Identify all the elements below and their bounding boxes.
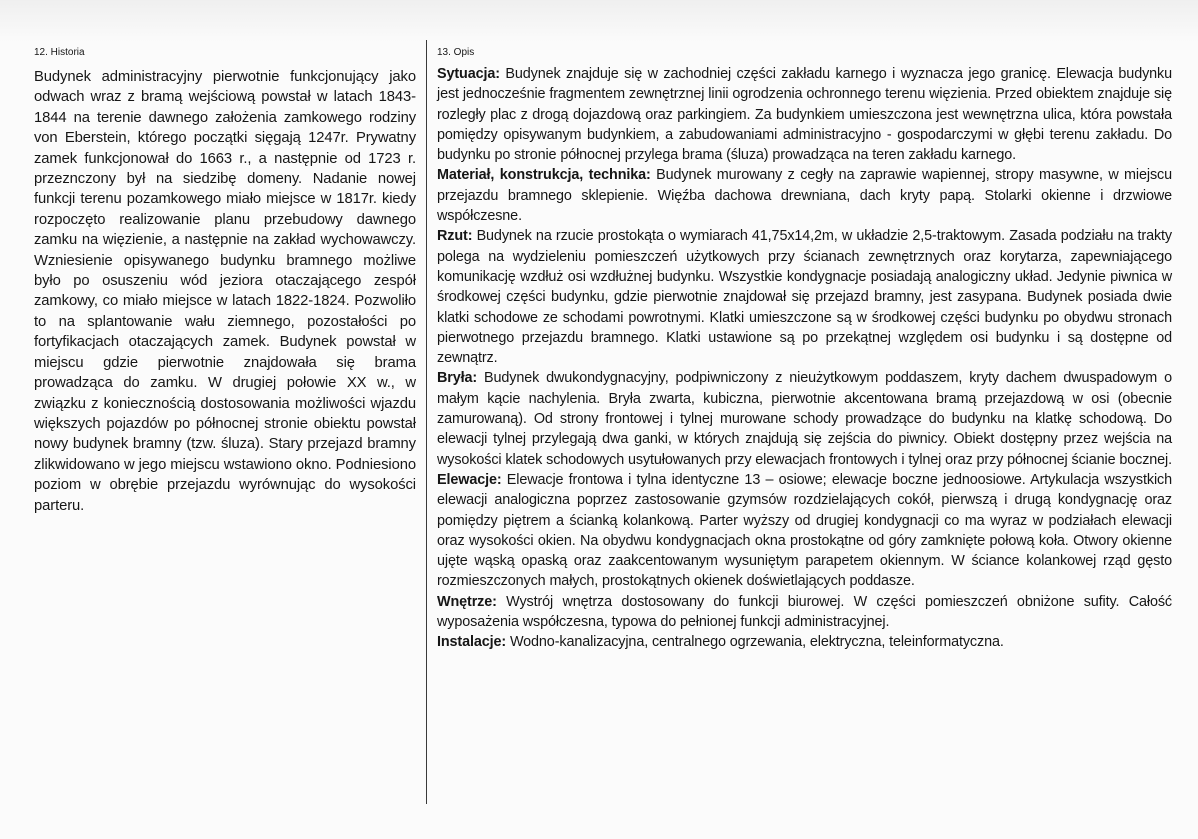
section-text: Wystrój wnętrza dostosowany do funkcji biurowej. W części pomieszczeń obniżone sufity. Całość wyposażenia współczesna, typowa do pełnionej funkcji administracyjnej. [437,593,1172,631]
description-column [437,46,1172,653]
section-label: Materiał, konstrukcja, technika: [437,167,651,184]
section-instalacje [437,632,1172,652]
section-text: Wodno-kanalizacyjna, centralnego ogrzewania, elektryczna, teleinformatyczna. [506,634,1004,651]
column-divider [426,40,427,804]
section-label: Rzut: [437,228,473,245]
section-text: Budynek znajduje się w zachodniej części zakładu karnego i wyznacza jego granicę. Elewacja budynku jest jednocześnie fragmentem zewnętrznej linii ogrodzenia ochronnego terenu więzienia. Przed obiektem znajduje się rozległy plac z drogą dojazdową oraz parkingiem. Za budynkiem umieszczona jest wewnętrzna ulica, która powstała pomiędzy opisywanym budynkiem, a zabudowaniami administracyjno - gospodarczymi w głębi terenu zakładu. Do budynku po stronie północnej przylega brama (śluza) prowadząca na teren zakładu karnego. [437,66,1172,164]
history-text: Budynek administracyjny pierwotnie funkcjonujący jako odwach wraz z bramą wejściową powstał w latach 1843-1844 na terenie dawnego założenia zamkowego rodziny von Eberstein, którego początki sięgają 1247r. Prywatny zamek funkcjonował do 1663 r., a następnie od 1723 r. przeznczony był na siedzibę domeny. Nadanie nowej funkcji terenu pozamkowego miało miejsce w 1817r. kiedy rozpoczęto realizowanie planu przebudowy dawnego zamku na więzienie, a następnie na zakład wychowawczy. Wzniesienie opisywanego budynku bramnego możliwe było po osuszeniu wód jeziora otaczającego zespół zamkowy, co miało miejsce w latach 1822-1824. Pozwoliło to na splantowanie wału ziemnego, pozostałości po fortyfikacjach otaczających zamek. Budynek powstał w miejscu gdzie pierwotnie znajdowała się brama prowadząca do zamku. W drugiej połowie XX w., w związku z koniecznością dostosowania możliwości wjazdu większych pojazdów po północnej stronie obiektu powstał nowy budynek bramny (tzw. śluza). Stary przejazd bramny zlikwidowano w jego miejscu wstawiono okno. Podniesiono poziom w obrębie przejazdu wyrównując do wysokości parteru. [34,69,416,514]
section-text: Budynek na rzucie prostokąta o wymiarach 41,75x14,2m, w układzie 2,5-traktowym. Zasada podziału na trakty polega na wydzieleniu pomieszczeń użytkowych przy ścianach zewnętrznych oraz korytarza, zapewniającego komunikację wzdłuż osi wzdłużnej budynku. Wszystkie kondygnacje posiadają analogiczny układ. Jedynie piwnica w środkowej części budynku, gdzie pierwotnie znajdował się przejazd bramny, jest zasypana. Budynek posiada dwie klatki schodowe ze schodami powrotnymi. Klatki umieszczone są w środkowej części budynku po obydwu stronach pierwotnego przejazdu bramnego. Klatki ustawione są po przekątnej względem osi budynku i są dostępne od zewnątrz. [437,228,1172,367]
section-wnetrze [437,592,1172,633]
history-column [34,46,416,516]
section-elewacje [437,470,1172,592]
section-bryla [437,368,1172,469]
section-label: Bryła: [437,370,478,387]
scan-top-edge [0,0,1198,42]
section-label: Instalacje: [437,634,507,651]
section-label: Wnętrze: [437,593,497,610]
section-sytuacja [437,64,1172,165]
section-rzut [437,226,1172,368]
section-text: Elewacje frontowa i tylna identyczne 13 – osiowe; elewacje boczne jednoosiowe. Artykulacja wszystkich elewacji analogiczna poprzez zastosowanie gzymsów rozdzielających cokół, pierwszą i drugą kondygnację oraz pomiędzy piętrem a ścianką kolankową. Parter wyższy od drugiej kondygnacji co ma wyraz w podziałach elewacji oraz wysokości okien. Na obydwu kondygnacjach okna prostokątne od góry zamknięte połową koła. Otwory okienne ujęte wąską opaską oraz zaakcentowanym wysuniętym parapetem okiennym. W ściance kolankowej rząd gęsto rozmieszczonych małych, prostokątnych okienek doświetlających poddasze. [437,471,1172,590]
section-text: Budynek murowany z cegły na zaprawie wapiennej, stropy masywne, w miejscu przejazdu bramnego sklepienie. Więźba dachowa drewniana, dach kryty papą. Stolarki okienne i drzwiowe współczesne. [437,167,1172,225]
section-label: Sytuacja: [437,66,500,82]
description-heading: 13. Opis [437,47,475,58]
section-label: Elewacje: [437,471,502,488]
section-material [437,165,1172,226]
history-heading: 12. Historia [34,47,85,58]
section-text: Budynek dwukondygnacyjny, podpiwniczony z nieużytkowym poddaszem, kryty dachem dwuspadowym o małym kącie nachylenia. Bryła zwarta, kubiczna, pierwotnie akcentowana bramą przejazdową w osi (obecnie zamurowaną). Od strony frontowej i tylnej murowane schody prowadzące do budynku na klatkę schodową. Do elewacji tylnej przylegają dwa ganki, w których znajdują się zejścia do piwnicy. Obiekt dostępny przez wejścia na wysokości klatek schodowych usytułowanych przy elewacjach frontowych i tylnej oraz przy północnej ścianie bocznej. [437,370,1172,468]
